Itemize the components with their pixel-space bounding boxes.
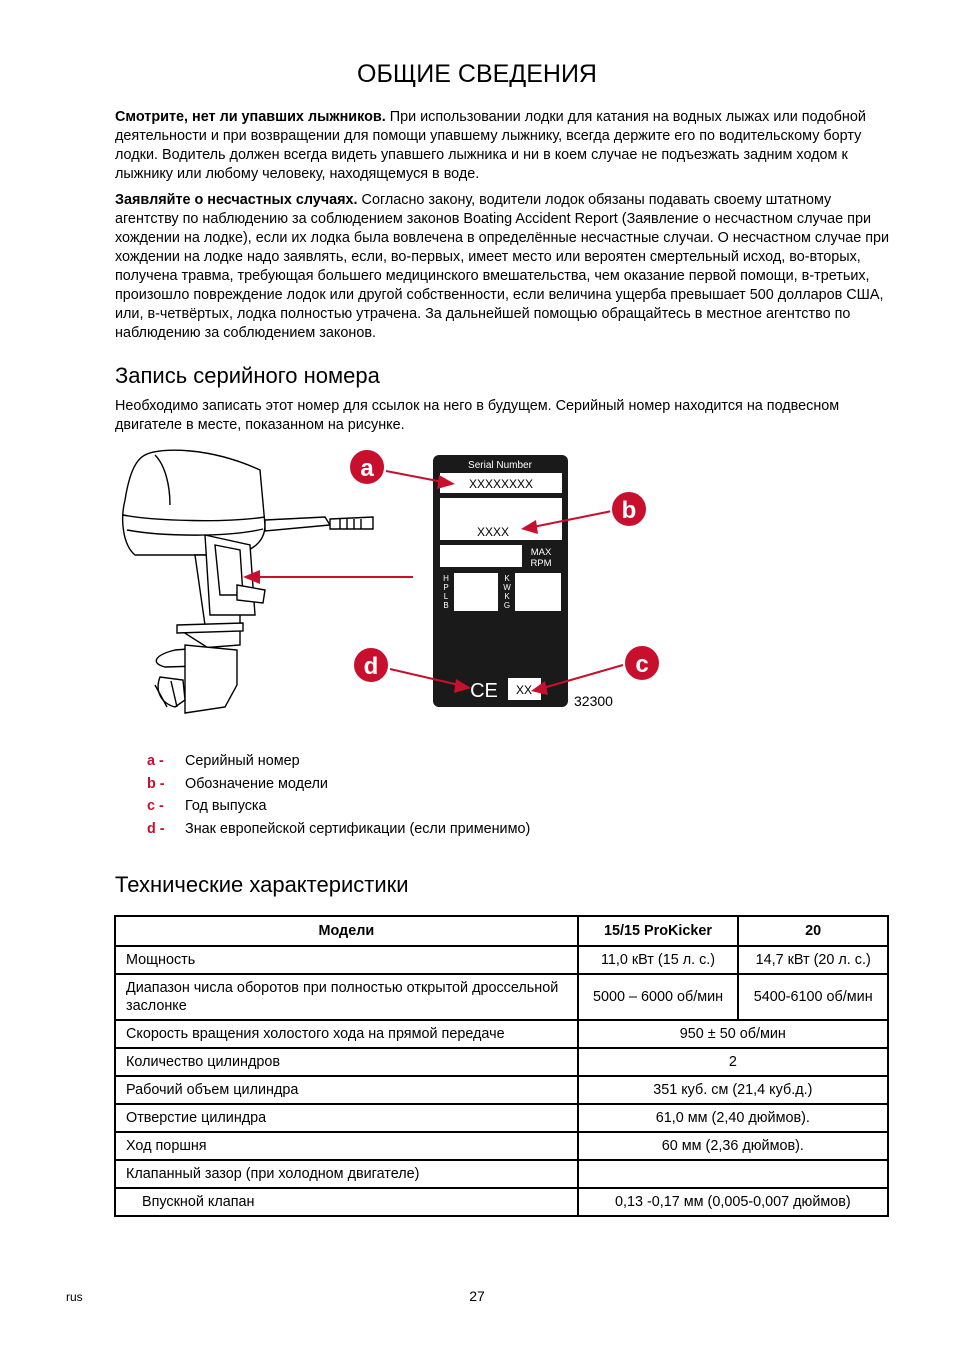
hp-letter: H: [443, 574, 449, 583]
legend-text: Обозначение модели: [185, 775, 328, 792]
header-model-20: 20: [738, 916, 888, 946]
table-row: [115, 1048, 888, 1076]
ce-mark-icon: CE: [470, 680, 498, 702]
row-value: 61,0 мм (2,40 дюймов).: [578, 1104, 888, 1132]
row-value: 14,7 кВт (20 л. с.): [738, 946, 888, 974]
engine-icon: [123, 450, 373, 713]
legend-item: [147, 776, 530, 799]
table-row: [115, 1076, 888, 1104]
legend-letter: b -: [147, 775, 165, 792]
legend-letter: c -: [147, 798, 164, 814]
plate-title: Serial Number: [468, 460, 532, 471]
hp-letter: P: [443, 583, 449, 592]
row-value: [578, 1160, 888, 1188]
table-row: [115, 1104, 888, 1132]
hp-letter: L: [443, 592, 449, 601]
table-row: [115, 946, 888, 974]
row-value: 60 мм (2,36 дюймов).: [578, 1132, 888, 1160]
row-label: Ход поршня: [115, 1132, 578, 1160]
row-value: 11,0 кВт (15 л. с.): [578, 946, 739, 974]
specs-table: [114, 915, 889, 1217]
table-row: [115, 1020, 888, 1048]
rpm-label: RPM: [530, 558, 552, 569]
specs-heading: Технические характеристики: [115, 872, 409, 897]
paragraph-bold-lead: Смотрите, нет ли упавших лыжников.: [115, 109, 386, 125]
kw-letter: G: [503, 601, 511, 610]
callout-b: b: [621, 497, 637, 524]
footer-language: rus: [66, 1290, 83, 1304]
table-row: [115, 1160, 888, 1188]
paragraph-body: Согласно закону, водители лодок обязаны подавать своему штатному агентству по наблюдению за соблюдением законов Boating Accident Report (Заявление о несчастном случае при хождении на лодке), если их лодка была вовлечена в определённые несчастные случаи. О несчастном случае при хождении на лодке надо заявлять, если, во-первых, имеет место или вероятен смертельный исход, во-вторых, получена травма, требующая большего медицинского вмешательства, чем оказание первой помощи, в-третьих, произошло повреждение лодок или другой собственности, если величина ущерба превышает 500 долларов США, или, в-четвёртых, лодка полностью утрачена. За дальнейшей помощью обращайтесь в местное агентство по наблюдению за соблюдением законов.: [115, 192, 890, 341]
paragraph-fallen-skier: [115, 108, 895, 184]
row-value: 950 ± 50 об/мин: [578, 1020, 888, 1048]
row-label: Рабочий объем цилиндра: [115, 1076, 578, 1104]
table-row: [115, 974, 888, 1020]
legend-item: [147, 798, 530, 821]
paragraph-accident-report: [115, 191, 895, 343]
outboard-illustration: [115, 445, 895, 725]
page-number: 27: [469, 1288, 485, 1304]
serial-value: XXXXXXXX: [468, 477, 534, 491]
row-value: 351 куб. см (21,4 куб.д.): [578, 1076, 888, 1104]
row-label: Скорость вращения холостого хода на прямой передаче: [115, 1020, 578, 1048]
table-row: [115, 1132, 888, 1160]
kw-letter: K: [504, 574, 510, 583]
header-models: Модели: [115, 916, 578, 946]
paragraph-bold-lead: Заявляйте о несчастных случаях.: [115, 192, 358, 208]
legend-text: Знак европейской сертификации (если применимо): [185, 820, 531, 837]
max-label: MAX: [530, 547, 552, 558]
figure-legend: [147, 753, 530, 843]
hp-letter: B: [443, 601, 449, 610]
row-label: Отверстие цилиндра: [115, 1104, 578, 1132]
paragraph-body: При использовании лодки для катания на водных лыжах или подобной деятельности и при возвращении для помощи упавшему лыжнику, всегда держите его по водительскому борту лодки. Водитель должен всегда видеть упавшего лыжника и ни в коем случае не подъезжать задним ходом к лыжнику или любому человеку, находящемуся в воде.: [115, 109, 866, 182]
row-value: 0,13 -0,17 мм (0,005-0,007 дюймов): [578, 1188, 888, 1216]
legend-letter: d -: [147, 820, 165, 837]
table-row: [115, 1188, 888, 1216]
kw-letter: W: [503, 583, 511, 592]
row-value: 5400-6100 об/мин: [738, 974, 888, 1020]
legend-item: [147, 821, 530, 844]
page-title: ОБЩИЕ СВЕДЕНИЯ: [357, 60, 597, 88]
year-value: XX: [515, 683, 533, 697]
header-model-15: 15/15 ProKicker: [578, 916, 739, 946]
row-value: 5000 – 6000 об/мин: [578, 974, 739, 1020]
row-label: Мощность: [115, 946, 578, 974]
row-label: Клапанный зазор (при холодном двигателе): [115, 1160, 578, 1188]
figure-number: 32300: [574, 693, 613, 709]
legend-text: Серийный номер: [185, 753, 300, 769]
row-label: Количество цилиндров: [115, 1048, 578, 1076]
row-value: 2: [578, 1048, 888, 1076]
legend-letter: a -: [147, 753, 164, 769]
serial-heading: Запись серийного номера: [115, 363, 380, 388]
table-header-row: [115, 916, 888, 946]
row-label: Впускной клапан: [115, 1188, 578, 1216]
serial-text: Необходимо записать этот номер для ссылок на него в будущем. Серийный номер находится на подвесном двигателе в месте, показанном на рисунке.: [115, 398, 840, 433]
legend-text: Год выпуска: [185, 798, 267, 814]
model-value: XXXX: [476, 525, 510, 539]
callout-c: c: [635, 651, 649, 678]
kw-letter: K: [504, 592, 510, 601]
legend-item: [147, 753, 530, 776]
callout-a: a: [360, 455, 374, 482]
row-label: Диапазон числа оборотов при полностью открытой дроссельной заслонке: [115, 974, 578, 1020]
callout-d: d: [363, 653, 379, 680]
serial-figure: [115, 445, 895, 725]
